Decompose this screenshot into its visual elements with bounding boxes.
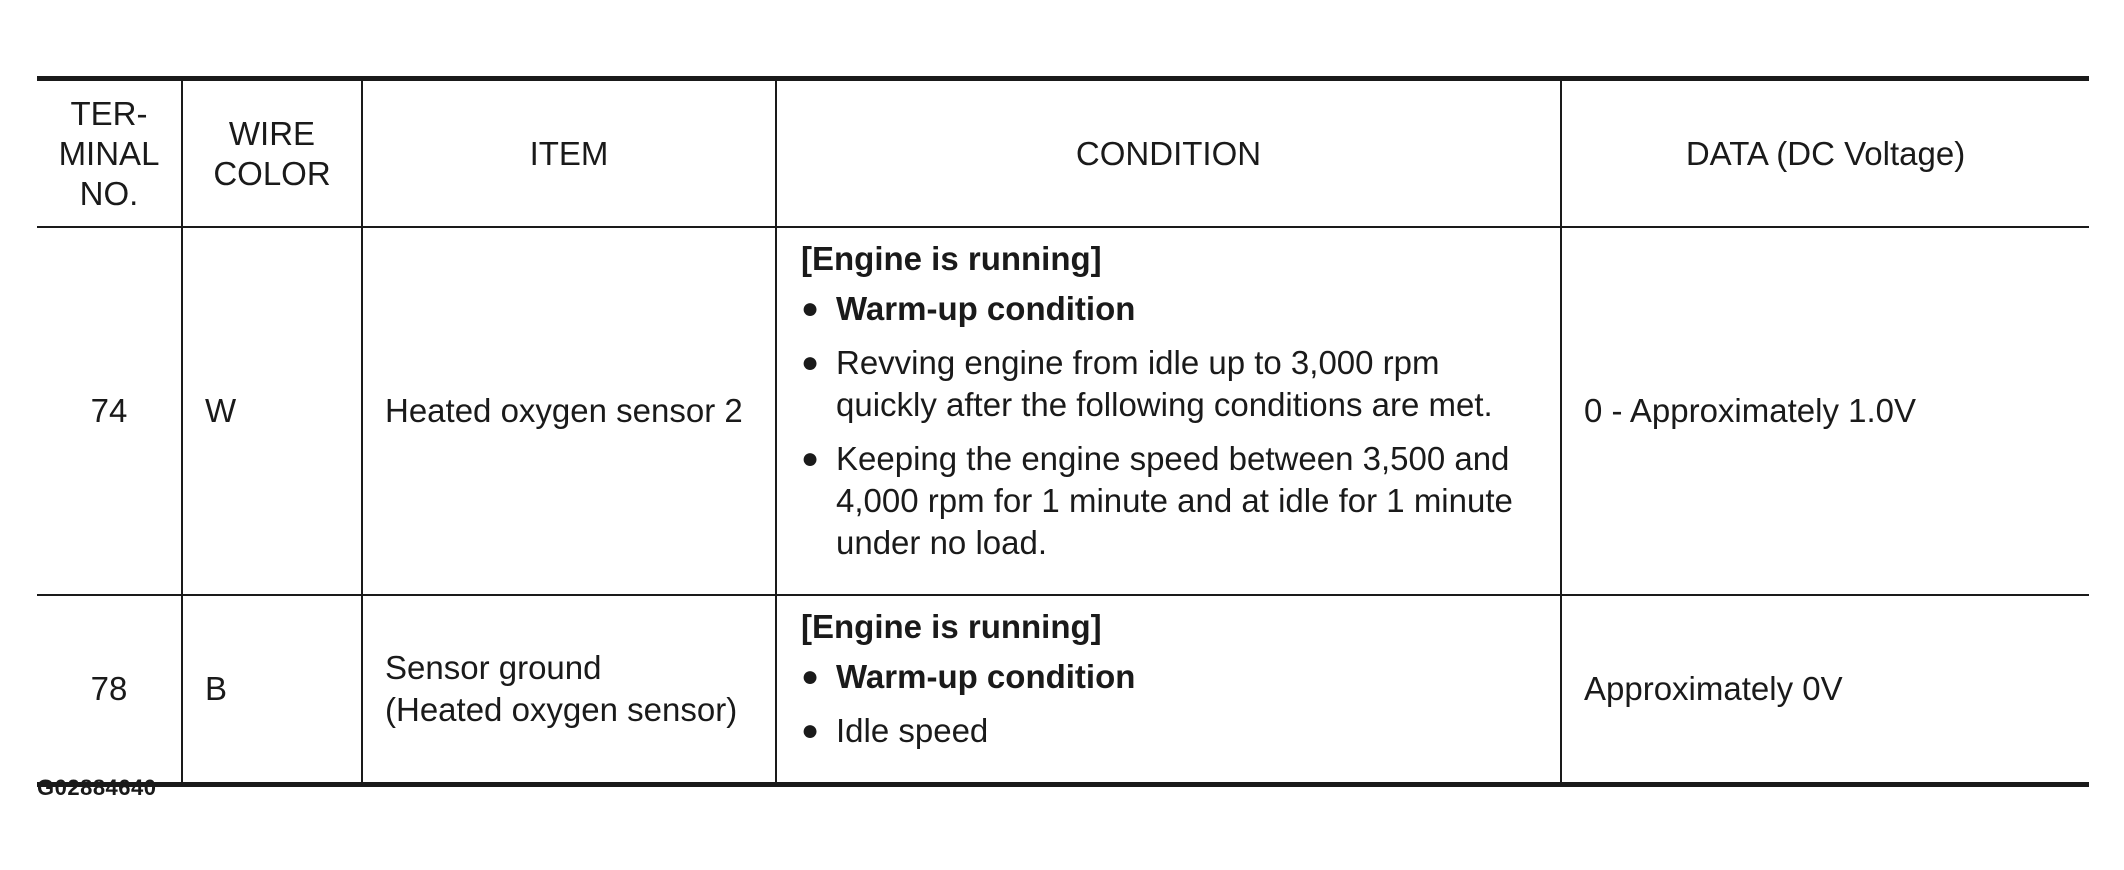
item-name bbox=[362, 595, 776, 785]
wire-color: B bbox=[182, 595, 362, 785]
terminal-number: 78 bbox=[37, 595, 182, 785]
condition-list bbox=[801, 656, 1542, 752]
terminal-number: 74 bbox=[37, 227, 182, 595]
header-condition: CONDITION bbox=[776, 79, 1561, 228]
voltage-data: Approximately 0V bbox=[1561, 595, 2089, 785]
bullet-icon: ● bbox=[801, 660, 820, 693]
bullet-icon: ● bbox=[801, 442, 820, 475]
table-header-row bbox=[37, 79, 2089, 228]
bullet-icon: ● bbox=[801, 346, 820, 379]
header-wire-color: WIRE COLOR bbox=[182, 79, 362, 228]
wire-color: W bbox=[182, 227, 362, 595]
item-name bbox=[362, 227, 776, 595]
condition-heading: [Engine is running] bbox=[801, 608, 1102, 645]
condition-heading: [Engine is running] bbox=[801, 240, 1102, 277]
table-row bbox=[37, 595, 2089, 785]
terminal-data-table bbox=[37, 76, 2089, 787]
condition-cell bbox=[776, 595, 1561, 785]
figure-code: G02884640 bbox=[37, 775, 157, 800]
table-row bbox=[37, 227, 2089, 595]
bullet-icon: ● bbox=[801, 714, 820, 747]
condition-cell bbox=[776, 227, 1561, 595]
condition-item: ● Warm-up condition bbox=[801, 656, 1542, 698]
condition-item: ● Keeping the engine speed between 3,500 and 4,000 rpm for 1 minute and at idle for 1 minute under no load. bbox=[801, 440, 1513, 561]
item-line: (Heated oxygen sensor) bbox=[385, 691, 738, 728]
voltage-data: 0 - Approximately 1.0V bbox=[1561, 227, 2089, 595]
condition-list bbox=[801, 288, 1542, 564]
header-data: DATA (DC Voltage) bbox=[1561, 79, 2089, 228]
item-line: Sensor ground bbox=[385, 649, 602, 686]
header-item: ITEM bbox=[362, 79, 776, 228]
condition-item: ● Idle speed bbox=[801, 710, 1542, 752]
header-terminal-no: TER- MINAL NO. bbox=[37, 79, 182, 228]
condition-item: ● Warm-up condition bbox=[801, 288, 1542, 330]
item-line: Heated oxygen sensor 2 bbox=[385, 392, 743, 429]
bullet-icon: ● bbox=[801, 292, 820, 325]
condition-item: ● Revving engine from idle up to 3,000 rpm quickly after the following conditions are met. bbox=[801, 344, 1493, 423]
